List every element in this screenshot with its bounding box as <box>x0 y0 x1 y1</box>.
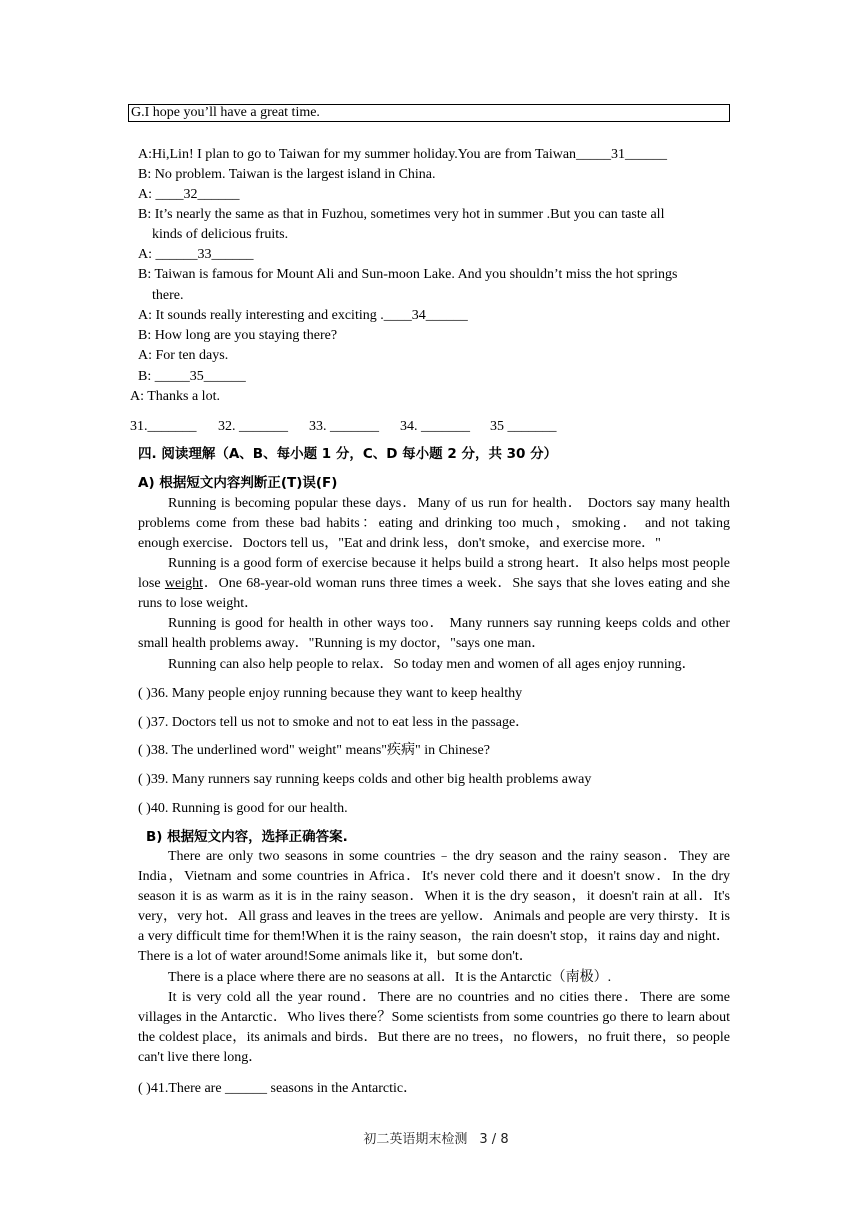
answer-blank-31: 31._______ <box>130 419 197 434</box>
paragraph-text: ．One 68-year-old woman runs three times a week．She says that she loves eating and she runs to lose weight． <box>138 576 730 611</box>
part-a-paragraph-2 <box>138 554 730 614</box>
part-a-paragraph-3: Running is good for health in other ways too． Many runners say running keeps colds and other small health problems away．"Running is my doctor，"says one man． <box>138 616 730 651</box>
answer-blank-34: 34. _______ <box>400 419 470 434</box>
dialogue-line: A: ____32______ <box>138 187 240 202</box>
question-40: ( )40. Running is good for our health. <box>138 801 348 816</box>
dialogue-line: kinds of delicious fruits. <box>152 227 289 242</box>
dialogue-line: B: How long are you staying there? <box>138 328 338 343</box>
answer-blank-35: 35 _______ <box>490 419 557 434</box>
question-37: ( )37. Doctors tell us not to smoke and not to eat less in the passage． <box>138 715 530 730</box>
question-39: ( )39. Many runners say running keeps colds and other big health problems away <box>138 772 592 787</box>
question-38: ( )38. The underlined word" weight" means"疾病" in Chinese? <box>138 743 490 758</box>
part-b-heading: B) 根据短文内容，选择正确答案. <box>146 829 348 845</box>
footer-title: 初二英语期末检测 <box>363 1132 468 1147</box>
part-b-paragraph-3: It is very cold all the year round．There are no countries and no cities there．There are some villages in the Antarctic．Who lives there？Some scientists from some countries go there to learn about the coldest place，its animals and birds．But there are no trees，no flowers，no fruit there，so people can't live there long． <box>138 990 730 1065</box>
question-36: ( )36. Many people enjoy running because they want to keep healthy <box>138 686 523 701</box>
part-a-paragraph-1: Running is becoming popular these days．Many of us run for health． Doctors say many health problems come from these bad habits：eating and drinking too much，smoking． and not taking enough exercise．Doctors tell us，"Eat and drink less，don't smoke，and exercise more．" <box>138 496 730 551</box>
dialogue-line: B: _____35______ <box>138 369 246 384</box>
part-a-paragraph-4: Running can also help people to relax．So today men and women of all ages enjoy running． <box>168 657 696 672</box>
question-41: ( )41.There are ______ seasons in the Antarctic． <box>138 1081 418 1096</box>
answer-blank-32: 32. _______ <box>218 419 288 434</box>
dialogue-line: A: It sounds really interesting and exciting .____34______ <box>138 308 468 323</box>
dialogue-line: A: For ten days. <box>138 348 229 363</box>
dialogue-line: A: Thanks a lot. <box>130 389 220 404</box>
section-title: 四. 阅读理解（A、B、每小题 1 分，C、D 每小题 2 分，共 30 分） <box>138 446 558 462</box>
part-b-paragraph-1: There are only two seasons in some countries﹣the dry season and the rainy season．They are India，Vietnam and some countries in Africa．It's never cold there and it doesn't snow．In the dry season it is as warm as it is in the rainy season．When it is the dry season，it doesn't rain at all．It's very，very hot．All grass and leaves in the trees are yellow．Animals and people are very thirsty．It is a very difficult time for them!When it is the rainy season，the rain doesn't stop，it rains day and night．There is a lot of water around!Some animals like it，but some don't． <box>138 849 730 964</box>
dialogue-line: A:Hi,Lin! I plan to go to Taiwan for my summer holiday.You are from Taiwan_____31______ <box>138 147 668 162</box>
dialogue-line: there. <box>152 288 184 303</box>
answer-blank-33: 33. _______ <box>309 419 379 434</box>
dialogue-line: B: It’s nearly the same as that in Fuzhou, sometimes very hot in summer .But you can taste all <box>138 207 665 222</box>
part-b-paragraph-2: There is a place where there are no seasons at all．It is the Antarctic（南极）. <box>168 970 612 985</box>
part-a-heading: A) 根据短文内容判断正(T)误(F) <box>138 475 338 491</box>
underlined-word: weight <box>164 576 203 591</box>
option-g-box: G.I hope you’ll have a great time. <box>128 104 730 122</box>
dialogue-line: B: Taiwan is famous for Mount Ali and Sun-moon Lake. And you shouldn’t miss the hot springs <box>138 267 678 282</box>
page-number: 3 / 8 <box>479 1132 509 1147</box>
paragraph-text: Running is a good form of exercise because it helps build a strong heart．It also helps most people lose <box>138 556 730 591</box>
dialogue-line: B: No problem. Taiwan is the largest island in China. <box>138 167 436 182</box>
dialogue-line: A: ______33______ <box>138 247 254 262</box>
page-footer <box>0 1128 860 1147</box>
